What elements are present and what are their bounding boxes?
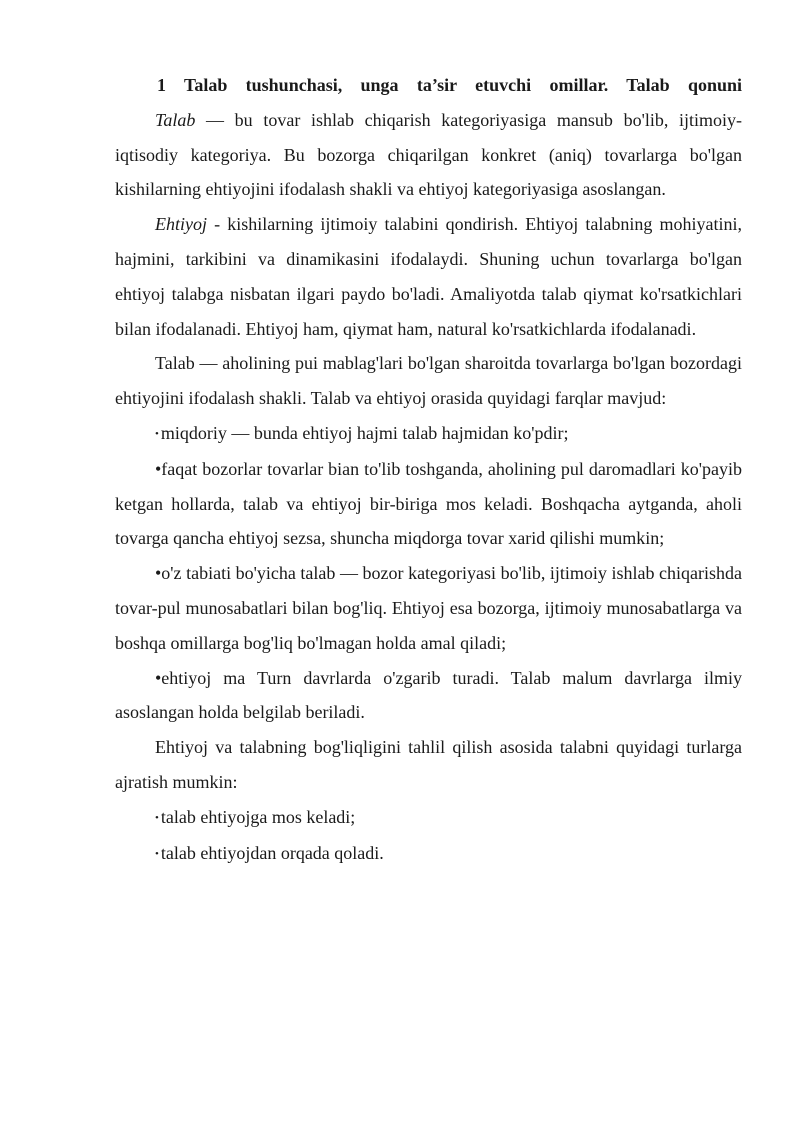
document-page (115, 68, 742, 871)
bullet-text: talab ehtiyojdan orqada qoladi. (160, 842, 384, 863)
paragraph-talab-definition (115, 103, 742, 207)
bullet-icon: • (155, 847, 159, 860)
paragraph-talab-aholining: Talab — aholining pui mablag'lari bo'lgan sharoitda tovarlarga bo'lgan bozordagi ehtiyojini ifodalash shakli. Talab va ehtiyoj orasida quyidagi farqlar mavjud: (115, 353, 742, 409)
bullet-faqat-bozorlar: •faqat bozorlar tovarlar bian to'lib toshganda, aholining pul daromadlari ko'payib ketgan hollarda, talab va ehtiyoj bir-biriga mos keladi. Boshqacha aytganda, aholi tovarga qancha ehtiyoj sezsa, shuncha miqdorga tovar xarid qilishi mumkin; (115, 458, 742, 549)
bullet-ehtiyoj-davrlarda: •ehtiyoj ma Turn davrlarda o'zgarib turadi. Talab malum davrlarga ilmiy asoslangan holda belgilab beriladi. (115, 667, 742, 723)
bullet-icon: • (155, 811, 159, 824)
paragraph-talab-turlari: Ehtiyoj va talabning bog'liqligini tahlil qilish asosida talabni quyidagi turlarga ajratish mumkin: (115, 737, 742, 792)
term-ehtiyoj: Ehtiyoj (155, 214, 207, 235)
term-talab: Talab (155, 109, 196, 130)
bullet-mos-keladi (115, 800, 742, 836)
paragraph-text: - kishilarning ijtimoiy talabini qondirish. Ehtiyoj talabning mohiyatini, hajmini, tarkibini va dinamikasini ifodalaydi. Shuning uchun tovarlarga bo'lgan ehtiyoj talabga nisbatan ilgari paydo bo'ladi. Amaliyotda talab qiymat ko'rsatkichlari bilan ifodalanadi. Ehtiyoj ham, qiymat ham, natural ko'rsatkichlarda ifodalanadi. (115, 214, 742, 339)
bullet-icon: • (155, 427, 159, 440)
bullet-text: talab ehtiyojga mos keladi; (160, 806, 356, 827)
paragraph-ehtiyoj-definition (115, 207, 742, 346)
section-heading: 1 Talab tushunchasi, unga ta’sir etuvchi omillar. Talab qonuni (157, 75, 742, 95)
bullet-orqada-qoladi (115, 836, 742, 872)
bullet-oz-tabiati: •o'z tabiati bo'yicha talab — bozor kategoriyasi bo'lib, ijtimoiy ishlab chiqarishda tovar-pul munosabatlari bilan bog'liq. Ehtiyoj esa bozorga, ijtimoiy munosabatlarga va boshqa omillarga bog'liq bo'lmagan holda amal qiladi; (115, 563, 742, 653)
paragraph-text: — bu tovar ishlab chiqarish kategoriyasiga mansub bo'lib, ijtimoiy- iqtisodiy kategoriya. Bu bozorga chiqarilgan konkret (aniq) tovarlarga bo'lgan kishilarning ehtiyojini ifodalash shakli va ehtiyoj kategoriyasiga asoslangan. (115, 109, 742, 200)
bullet-miqdoriy (115, 416, 742, 452)
bullet-text: miqdoriy — bunda ehtiyoj hajmi talab hajmidan ko'pdir; (160, 422, 569, 443)
